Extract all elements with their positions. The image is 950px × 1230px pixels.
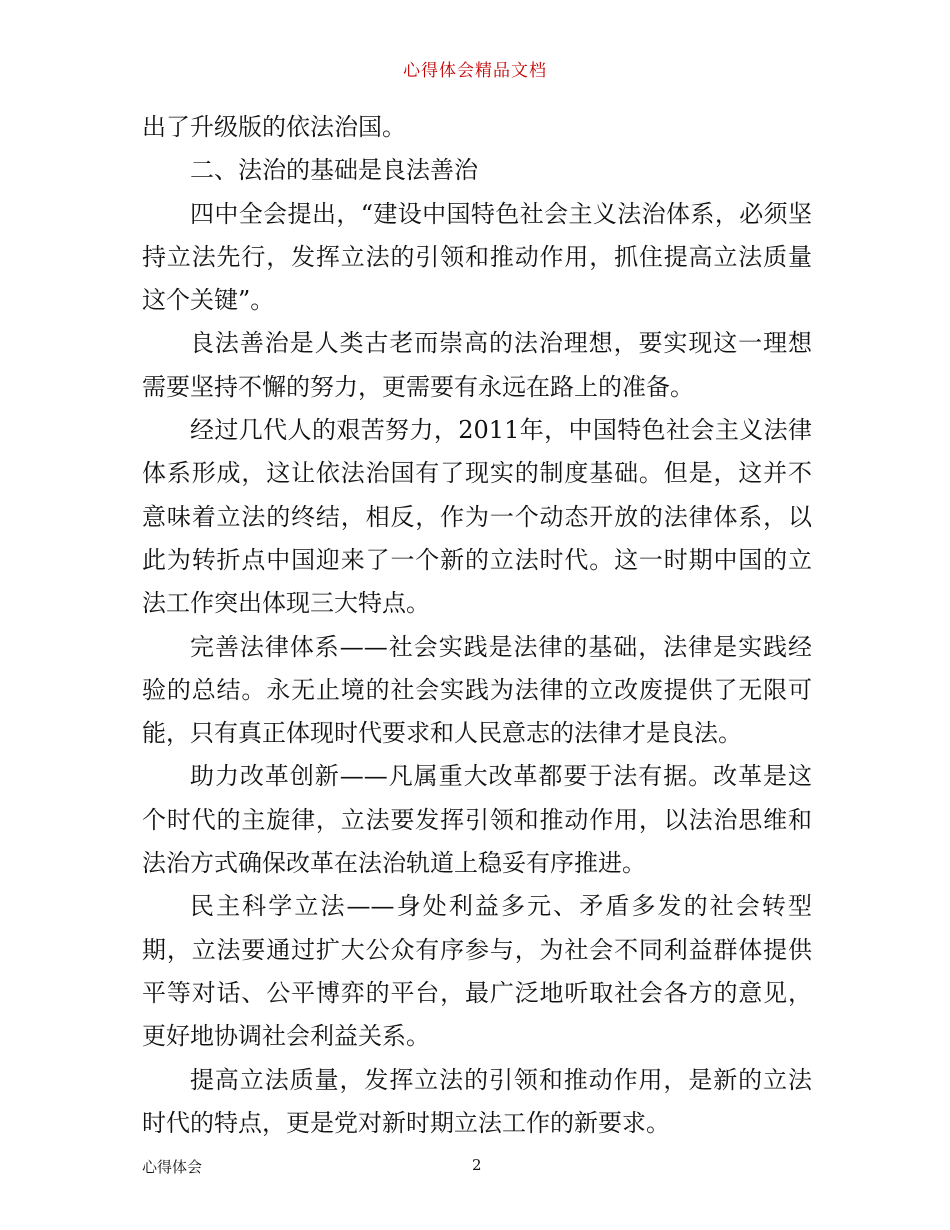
body-paragraph: 经过几代人的艰苦努力，2011年，中国特色社会主义法律体系形成，这让依法治国有了现实的制度基础。但是，这并不意味着立法的终结，相反，作为一个动态开放的法律体系，以此为转折点中国迎来了一个新的立法时代。这一时期中国的立法工作突出体现三大特点。 [142,416,812,618]
page-footer [142,1156,812,1176]
body-paragraph: 民主科学立法——身处利益多元、矛盾多发的社会转型期，立法要通过扩大公众有序参与，为社会不同利益群体提供平等对话、公平博弈的平台，最广泛地听取社会各方的意见，更好地协调社会利益关系。 [142,892,812,1051]
body-paragraph: 出了升级版的依法治国。 [142,113,406,141]
body-paragraph: 四中全会提出，“建设中国特色社会主义法治体系，必须坚持立法先行，发挥立法的引领和推动作用，抓住提高立法质量这个关键”。 [142,199,812,315]
document-body [142,106,812,1145]
page-number: 2 [472,1156,482,1174]
section-heading: 二、法治的基础是良法善治 [190,156,478,185]
body-paragraph: 完善法律体系——社会实践是法律的基础，法律是实践经验的总结。永无止境的社会实践为法律的立改废提供了无限可能，只有真正体现时代要求和人民意志的法律才是良法。 [142,632,812,748]
page-header: 心得体会精品文档 [403,61,547,81]
footer-label: 心得体会 [142,1158,203,1176]
body-paragraph: 良法善治是人类古老而崇高的法治理想，要实现这一理想需要坚持不懈的努力，更需要有永远在路上的准备。 [142,329,812,401]
body-paragraph: 提高立法质量，发挥立法的引领和推动作用，是新的立法时代的特点，更是党对新时期立法工作的新要求。 [142,1065,812,1137]
body-paragraph: 助力改革创新——凡属重大改革都要于法有据。改革是这个时代的主旋律，立法要发挥引领和推动作用，以法治思维和法治方式确保改革在法治轨道上稳妥有序推进。 [142,762,812,878]
